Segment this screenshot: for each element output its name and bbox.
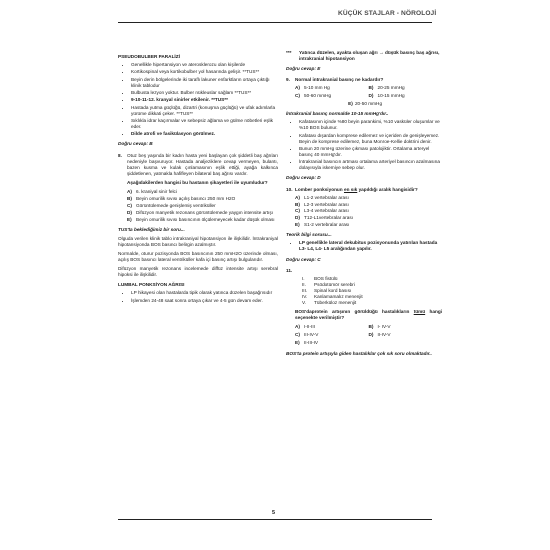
list-item: • Kortikospinal veya kortikobulber yol hasarında gelişir. **TUS** — [131, 69, 278, 75]
option: B) 20-25 mmHg — [368, 85, 405, 91]
list-item: *** Yatınca düzelen, ayakta oluşan ağrı → düşük basınç baş ağrısı, intrakranial hipotansiyon — [286, 50, 440, 62]
option: C) 50-60 mmHg — [295, 93, 332, 99]
option: A) L1-2 vertebralar arası — [295, 194, 349, 200]
question-number: 10. — [286, 186, 293, 192]
question-10 — [286, 187, 442, 193]
tus-note: TUS'ta beklediğimiz bir soru... — [118, 226, 185, 232]
list-item: • Beyin derin bölgelerinde iki taraflı lakuner enfarktların ortaya çıktığı klinik tablodur — [131, 77, 278, 89]
statement: I. BOS fistülü — [302, 275, 338, 281]
option: D) 10-15 mmHg — [368, 93, 405, 99]
list-item: • Kafatası dışardan komprese edilemez ve içeriden de genişleyemez. Beyin de komprese edilemez, buna Monroe-Kellie doktrini denir. — [299, 133, 442, 145]
question-11-options — [295, 324, 442, 346]
right-column — [286, 50, 442, 359]
list-item: • Sıklıkla idrar kaçırmalar ve sebepsiz ağlama ve gülme nöbetleri eşlik eder. — [131, 118, 278, 130]
list-item: • LP genellikle lateral dekubitus pozisyonunda yatırılan hastada L3- L4, L4- L5 aralığından yapılır. — [299, 240, 442, 252]
statement: II. Psödotümör serebri — [302, 281, 355, 287]
top-note — [286, 50, 442, 62]
question-prompt: Aşağıdakilerden hangisi bu hastanın şikayetleri ile uyumludur? — [127, 179, 268, 185]
question-9 — [286, 77, 442, 83]
option: E) Beyin omurilik sıvısı basıncının ölçülemeyecek kadar düşük olması — [127, 216, 275, 222]
question-number: 9. — [286, 77, 290, 83]
question-text: BOS'daprotein artışının görüldüğü hastalıkların tümü hangi seçenekte verilmiştir? — [295, 309, 442, 321]
option: E) 20-50 mmHg — [348, 100, 383, 106]
closing-note: BOS'ta protein artışıyla giden hastalıklar çok sık soru olmaktadır.. — [286, 350, 432, 356]
answer-d: Doğru cevap: D — [286, 175, 321, 181]
option: B) Beyin omurilik sıvısı açılış basıncı 250 mm H2O — [127, 195, 236, 201]
answer-c: Doğru cevap: C — [286, 256, 321, 262]
statement: V. Tüberküloz menenjit — [302, 300, 357, 306]
list-item: • Genellikle hipertansiyon ve aterosklerozu olan kişilerde — [131, 62, 278, 68]
explanation-paragraph: Olguda verilen klinik tablo intrakraniyal hipotansiyon ile ilişkilidir. İntrakraniyal hipotansiyonda BOS basıncı belirgin azalmıştır. — [118, 235, 278, 247]
option: E) S1-2 vertebralar arası — [295, 222, 350, 228]
list-item: • Kafatasının içinde %80 beyin parankimi, %10 vasküler oluşumlar ve %10 BOS bulunur. — [299, 119, 442, 131]
question-8 — [118, 153, 278, 177]
option: C) III-IV-V — [295, 332, 319, 338]
option: B) I- IV-V — [368, 324, 391, 330]
question-11 — [286, 268, 442, 274]
lp-list — [286, 240, 442, 252]
statement: III. Spinal kord basısı — [302, 287, 352, 293]
list-item: • LP hikayesi olan hastalarda tipik olarak yatınca düzelen başağrısıdır — [131, 290, 278, 296]
explanation-paragraph: Difüzyon manyetik rezonans incelemede diffüz intensite artışı serebral hipoksi ile ilişkilidir. — [118, 266, 278, 278]
footer-rule — [118, 519, 432, 520]
list-item: • İşlemden 24-48 saat sonra ortaya çıkar ve 4-5 gün devam eder. — [131, 298, 278, 304]
option: C) Görüntülemede genişlemiş ventriküller — [127, 202, 216, 208]
option: D) T12-L1vertebralar arası — [295, 215, 353, 221]
question-text: Normal intrakranial basınç ne kadardır? — [295, 77, 384, 83]
question-number: 8. — [118, 152, 122, 158]
list-item: • 9-10-11-12. kranyal sinirler etkilenir. **TUS** — [131, 97, 278, 103]
pseudobulber-list — [118, 62, 278, 137]
option: A) 6. kraniyal sinir felci — [127, 189, 177, 194]
explanation-paragraph: Normalde, oturur pozisyonda BOS basıncının 250 mmH2O üzerinde olması, açılış BOS basıncı lateral ventriküller kafa içi basınç artışı bulgularıdır. — [118, 250, 278, 263]
question-9-options — [295, 85, 442, 100]
list-item: • Dilde atrofi ve fasikülasyon görülmez. — [131, 131, 278, 137]
list-item: • Hastada yutma güçlüğü, dizartri (konuşma güçlüğü) ve ufak adımlarla yürüme dikkati çeker. **TUS** — [131, 105, 278, 117]
list-item: • Bulbusta lezyon yoktur. Bulber nükleuslar sağlam **TUS** — [131, 90, 278, 96]
lp-headache-heading: LUMBAL PONKSİYON AĞRISI — [118, 282, 185, 288]
icp-heading: İntrakranial basınç normalde 10-15 mmHg'dır.. — [286, 111, 389, 117]
option: E) II-III-IV — [295, 339, 319, 345]
icp-list — [286, 119, 442, 171]
running-header: KÜÇÜK STAJLAR - NÖROLOJİ — [338, 10, 437, 17]
statement: IV. Kanlamamalız menenjit — [302, 294, 363, 300]
question-8-options — [127, 189, 278, 223]
list-item: • İntrakranial basıncın artması ortalama arteriyel basıncın azalmasına dolayısıyla iskemiye sebep olur. — [299, 159, 442, 171]
left-column — [118, 50, 278, 305]
question-text: Otuz beş yaşında bir kadın hasta yeni başlayan çok şiddetli baş ağrıları nedeniyle başvuruyor. Hastada analjeziklere cevap vermeyen, bulantı, bazen kusma ve kulak çınlamasının eşlik ettiği, ayağa kalkınca şiddetlenen, yatmakla hafifleyen bilateral baş ağrısı vardır. — [127, 152, 278, 176]
answer-e: Doğru cevap: E — [286, 66, 321, 72]
answer-b: Doğru cevap: B — [118, 141, 153, 147]
page-number: 5 — [272, 510, 276, 516]
option: C) L3-4 vertebralar arası — [295, 208, 349, 214]
lp-headache-list — [118, 290, 278, 303]
question-11-statements — [302, 276, 442, 306]
list-item: • Bunun 20 mmHg üzerine çıkması patolojiktir. Ortalama arteryel basınç 40 mmHg'dır. — [299, 146, 442, 158]
option: D) Difüzyon manyetik rezonans görüntülemede yaygın intensite artışı — [127, 209, 274, 215]
question-number: 11. — [286, 267, 293, 273]
teorik-note: Teorik bilgi sorusu... — [286, 232, 332, 238]
question-10-options — [295, 195, 442, 229]
option: A) 5-10 mm Hg — [295, 85, 330, 91]
question-text: Lomber ponksiyonun en sık yapıldığı aralık hangisidir? — [295, 186, 418, 192]
pseudobulber-heading: PSEUDOBULBER PARALİZİ — [118, 54, 180, 59]
header-rule — [118, 22, 432, 23]
option: A) I-II-III — [295, 324, 315, 330]
option: B) L2-3 vertebralar arası — [295, 201, 349, 207]
option: D) II-IV-V — [368, 332, 391, 338]
